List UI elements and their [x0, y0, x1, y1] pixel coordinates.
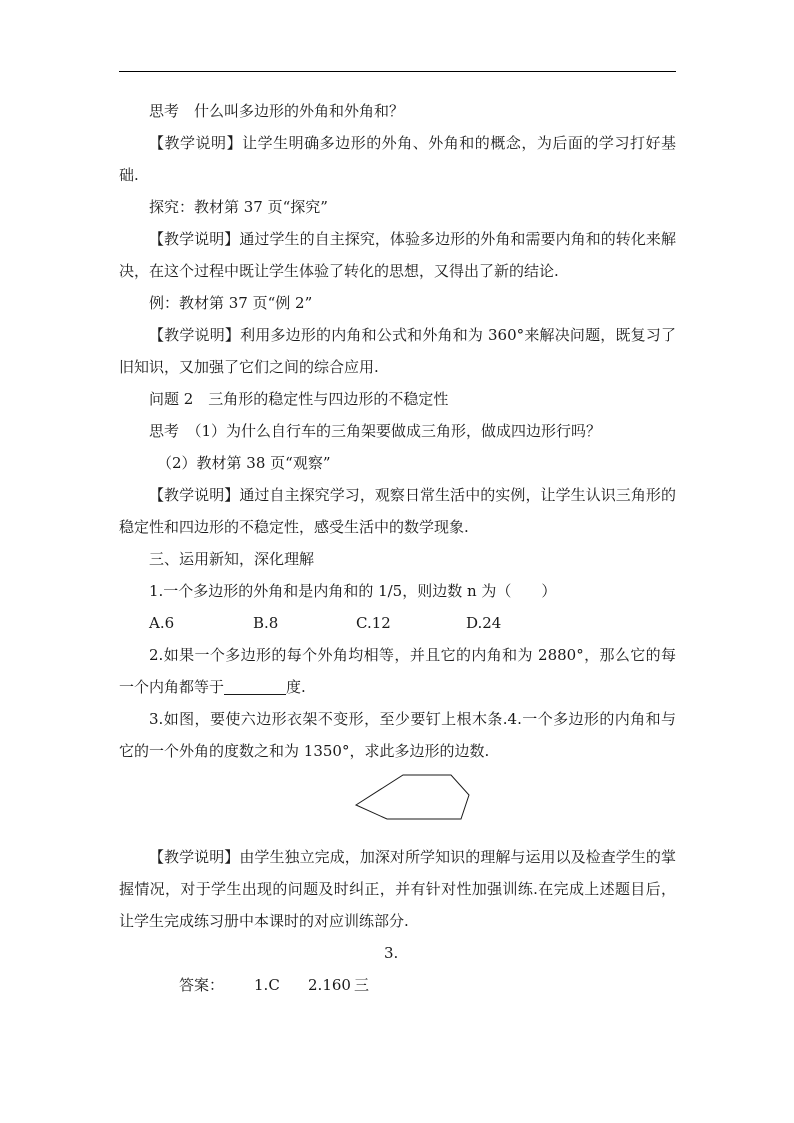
answers-line	[119, 937, 676, 1001]
teaching-note-5: 【教学说明】由学生独立完成，加深对所学知识的理解与运用以及检查学生的掌握情况，对于学生出现的问题及时纠正，并有针对性加强训练.在完成上述题目后，让学生完成练习册中本课时的对应训练部分.	[119, 848, 676, 930]
think-question-1: 思考 （1）为什么自行车的三角架要做成三角形，做成四边形行吗？	[149, 422, 602, 440]
think-question-2: （2）教材第 38 页“观察”	[157, 454, 331, 472]
answers-label: 答案：	[179, 976, 225, 994]
explore-line: 探究：教材第 37 页“探究”	[149, 198, 328, 216]
answer-blank	[224, 676, 286, 695]
exercise-2	[119, 639, 676, 703]
document-body	[119, 95, 676, 1001]
answer-1: 1.C	[254, 976, 280, 994]
header-rule	[119, 71, 676, 72]
exercise-1-options	[119, 607, 676, 639]
exercise-3-4: 3.如图，要使六边形衣架不变形，至少要钉上根木条.4.一个多边形的内角和与它的一个外角的度数之和为 1350°，求此多边形的边数.	[119, 710, 676, 760]
exercise-2-text: 2.如果一个多边形的每个外角均相等，并且它的内角和为 2880°，那么它的每一个内角都等于	[119, 646, 676, 696]
teaching-note-1: 【教学说明】让学生明确多边形的外角、外角和的概念，为后面的学习打好基础.	[119, 134, 676, 184]
section-3-heading: 三、运用新知，深化理解	[149, 550, 315, 568]
example-line: 例：教材第 37 页“例 2”	[149, 294, 313, 312]
option-d: D.24	[466, 614, 502, 632]
hexagon-shape	[355, 773, 471, 825]
option-c: C.12	[356, 614, 391, 632]
option-b: B.8	[253, 614, 279, 632]
teaching-note-2: 【教学说明】通过学生的自主探究，体验多边形的外角和需要内角和的转化来解决，在这个过程中既让学生体验了转化的思想，又得出了新的结论.	[119, 230, 676, 280]
teaching-note-4: 【教学说明】通过自主探究学习，观察日常生活中的实例，让学生认识三角形的稳定性和四边形的不稳定性，感受生活中的数学现象.	[119, 486, 676, 536]
teaching-note-3: 【教学说明】利用多边形的内角和公式和外角和为 360°来解决问题，既复习了旧知识，又加强了它们之间的综合应用.	[119, 326, 676, 376]
hexagon-figure	[119, 767, 676, 841]
answer-2: 2.160	[308, 976, 351, 994]
problem-2-heading: 问题 2 三角形的稳定性与四边形的不稳定性	[149, 390, 449, 408]
exercise-1: 1.一个多边形的外角和是内角和的 1/5，则边数 n 为（ ）	[149, 582, 557, 600]
exercise-2-unit: 度.	[286, 678, 306, 696]
answer-3: 3.三	[354, 944, 399, 994]
option-a: A.6	[149, 614, 175, 632]
think-question: 思考 什么叫多边形的外角和外角和？	[149, 102, 405, 120]
